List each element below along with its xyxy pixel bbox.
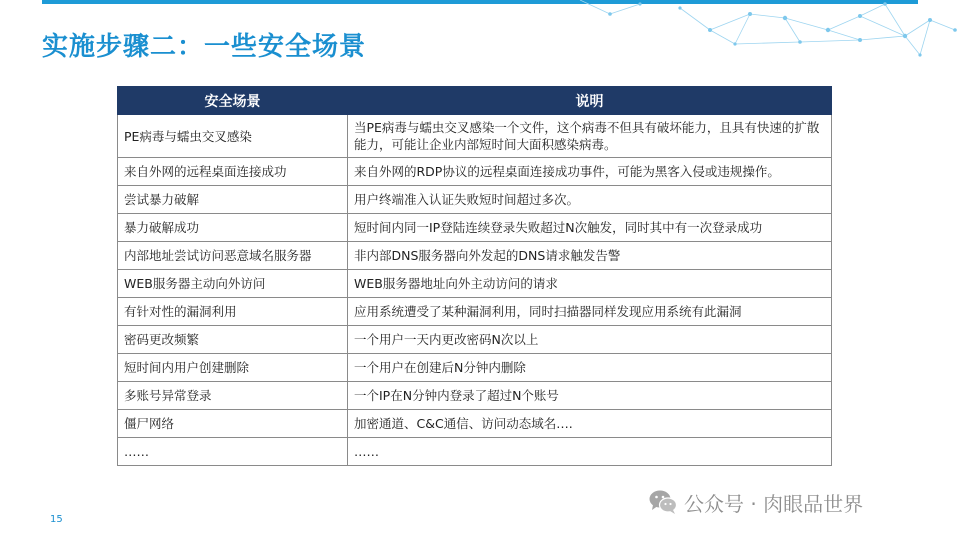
scenario-cell: WEB服务器主动向外访问: [118, 270, 348, 298]
table-row: [118, 438, 832, 466]
watermark: [648, 486, 863, 518]
scenario-cell: 有针对性的漏洞利用: [118, 298, 348, 326]
table-row: [118, 326, 832, 354]
watermark-text: 公众号 · 肉眼品世界: [684, 491, 864, 516]
description-cell: ……: [348, 438, 832, 466]
scenario-cell: 僵尸网络: [118, 410, 348, 438]
table-row: [118, 214, 832, 242]
description-cell: 当PE病毒与蠕虫交叉感染一个文件，这个病毒不但具有破坏能力，且具有快速的扩散能力，可能让企业内部短时间大面积感染病毒。: [348, 115, 832, 158]
scenario-cell: 短时间内用户创建删除: [118, 354, 348, 382]
scenario-cell: 尝试暴力破解: [118, 186, 348, 214]
scenario-cell: 密码更改频繁: [118, 326, 348, 354]
description-cell: 应用系统遭受了某种漏洞利用，同时扫描器同样发现应用系统有此漏洞: [348, 298, 832, 326]
scenario-cell: PE病毒与蠕虫交叉感染: [118, 115, 348, 158]
network-decoration: [560, 0, 960, 80]
page-title: 实施步骤二：一些安全场景: [42, 32, 367, 62]
security-scenarios-table: [117, 86, 832, 466]
table-row: [118, 298, 832, 326]
table-row: [118, 242, 832, 270]
description-cell: WEB服务器地址向外主动访问的请求: [348, 270, 832, 298]
scenario-cell: 来自外网的远程桌面连接成功: [118, 158, 348, 186]
column-header-description: 说明: [348, 87, 832, 115]
scenario-cell: 多账号异常登录: [118, 382, 348, 410]
scenario-cell: 暴力破解成功: [118, 214, 348, 242]
scenario-cell: ……: [118, 438, 348, 466]
column-header-scenario: 安全场景: [118, 87, 348, 115]
table-row: [118, 354, 832, 382]
description-cell: 用户终端准入认证失败短时间超过多次。: [348, 186, 832, 214]
table-row: [118, 270, 832, 298]
table-row: [118, 382, 832, 410]
description-cell: 来自外网的RDP协议的远程桌面连接成功事件，可能为黑客入侵或违规操作。: [348, 158, 832, 186]
description-cell: 一个IP在N分钟内登录了超过N个账号: [348, 382, 832, 410]
table-row: [118, 158, 832, 186]
table-row: [118, 186, 832, 214]
page-number: 15: [50, 514, 63, 525]
description-cell: 加密通道、C&C通信、访问动态域名….: [348, 410, 832, 438]
table-header-row: [118, 87, 832, 115]
table-row: [118, 115, 832, 158]
description-cell: 短时间内同一IP登陆连续登录失败超过N次触发，同时其中有一次登录成功: [348, 214, 832, 242]
description-cell: 非内部DNS服务器向外发起的DNS请求触发告警: [348, 242, 832, 270]
table-row: [118, 410, 832, 438]
scenario-cell: 内部地址尝试访问恶意域名服务器: [118, 242, 348, 270]
description-cell: 一个用户一天内更改密码N次以上: [348, 326, 832, 354]
wechat-icon: [648, 488, 678, 516]
description-cell: 一个用户在创建后N分钟内删除: [348, 354, 832, 382]
